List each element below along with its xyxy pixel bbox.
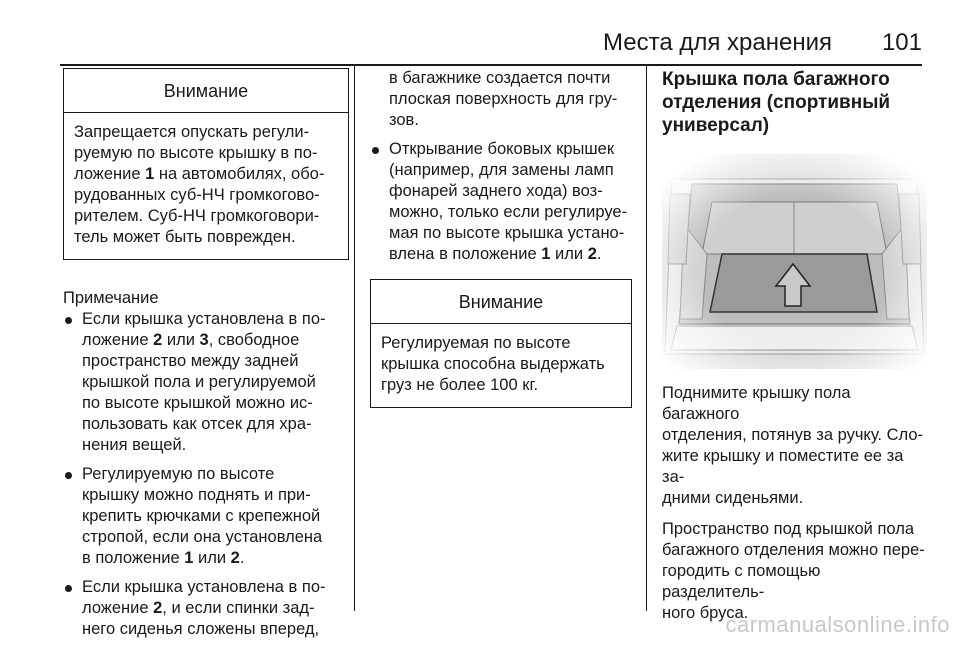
text-line: плоская поверхность для гру- [389, 90, 618, 108]
note-list [63, 309, 349, 640]
text-line: фонарей заднего хода) воз- [389, 182, 603, 200]
trunk-drawing [662, 154, 927, 369]
column-divider-2 [646, 66, 647, 611]
text-line: зов. [389, 111, 419, 129]
list-item-text [82, 577, 349, 640]
warning-box [63, 68, 349, 260]
page-header [60, 28, 922, 60]
warning-title: Внимание [371, 280, 631, 324]
note-title: Примечание [63, 289, 159, 307]
warning-text [64, 113, 348, 259]
text-line: Пространство под крышкой пола [662, 520, 915, 538]
paragraph [662, 383, 927, 509]
text-line: рудованных суб-НЧ громкогово- [74, 186, 320, 204]
list-item [63, 309, 349, 456]
text-line: багажного отделения можно пере- [662, 541, 925, 559]
text-line: стропой, если она установлена [82, 528, 323, 546]
text-line: Запрещается опускать регули- [74, 123, 310, 141]
text-line: Если крышка установлена в по- [82, 578, 326, 596]
text-line: по высоте крышкой можно ис- [82, 394, 313, 412]
text-line: Регулируемая по высоте [381, 334, 571, 352]
column-3 [662, 68, 927, 624]
column-1 [63, 68, 349, 648]
column-2 [370, 68, 632, 408]
section-title-line: универсал) [662, 115, 770, 136]
text-line: Регулируемую по высоте [82, 465, 275, 483]
text-line: мая по высоте крышка устано- [389, 224, 625, 242]
text-line: Если крышка установлена в по- [82, 310, 326, 328]
text-line: крышкой пола и регулируемой [82, 373, 316, 391]
warning-title: Внимание [64, 69, 348, 113]
bullet-dot [65, 317, 72, 324]
text-line: дними сиденьями. [662, 489, 804, 507]
text-line: руемую по высоте крышку в по- [74, 144, 318, 162]
text-line: груз не более 100 кг. [381, 376, 539, 394]
bullet-dot [372, 147, 379, 154]
bullet-dot [65, 472, 72, 479]
text-line: крышка способна выдержать [381, 355, 605, 373]
continued-text [370, 68, 632, 131]
section-title-line: Крышка пола багажного [662, 69, 890, 90]
text-line: пользовать как отсек для хра- [82, 415, 312, 433]
text-line: жите крышку и поместите ее за за- [662, 447, 904, 486]
list-item [63, 577, 349, 640]
list-item-text [82, 309, 349, 456]
cargo-floor-illustration [662, 154, 927, 369]
list-item-text [389, 139, 632, 265]
watermark: carmanualsonline.info [725, 612, 950, 637]
section-title [662, 68, 927, 137]
text-line: в багажнике создается почти [389, 69, 611, 87]
list-item [63, 464, 349, 569]
text-line: ного бруса. [662, 604, 749, 622]
chapter-title: Места для хранения [603, 29, 832, 56]
text-line: рителем. Суб-НЧ громкоговори- [74, 207, 320, 225]
page-number: 101 [881, 29, 922, 56]
header-rule [60, 64, 922, 66]
text-line: крепить крючками с крепежной [82, 507, 321, 525]
text-line: в положение 1 или 2. [82, 549, 245, 567]
text-line: отделения, потянув за ручку. Сло- [662, 426, 924, 444]
warning-box [370, 279, 632, 408]
paragraph [662, 519, 927, 624]
note-list [370, 139, 632, 265]
text-line: ложение 2, и если спинки зад- [82, 599, 315, 617]
text-line: (например, для замены ламп [389, 161, 614, 179]
text-line: пространство между задней [82, 352, 299, 370]
text-line: можно, только если регулируе- [389, 203, 628, 221]
list-item [370, 139, 632, 265]
text-line: нения вещей. [82, 436, 187, 454]
text-line: влена в положение 1 или 2. [389, 245, 602, 263]
column-divider-1 [354, 66, 355, 611]
text-line: крышку можно поднять и при- [82, 486, 311, 504]
text-line: городить с помощью разделитель- [662, 562, 821, 601]
text-line: тель может быть поврежден. [74, 228, 296, 246]
text-line: ложение 2 или 3, свободное [82, 331, 300, 349]
text-line: Открывание боковых крышек [389, 140, 615, 158]
text-line: него сиденья сложены вперед, [82, 620, 320, 638]
text-line: ложение 1 на автомобилях, обо- [74, 165, 325, 183]
warning-text [371, 324, 631, 407]
text-line: Поднимите крышку пола багажного [662, 384, 851, 423]
section-title-line: отделения (спортивный [662, 92, 891, 113]
list-item-text [82, 464, 349, 569]
bullet-dot [65, 585, 72, 592]
